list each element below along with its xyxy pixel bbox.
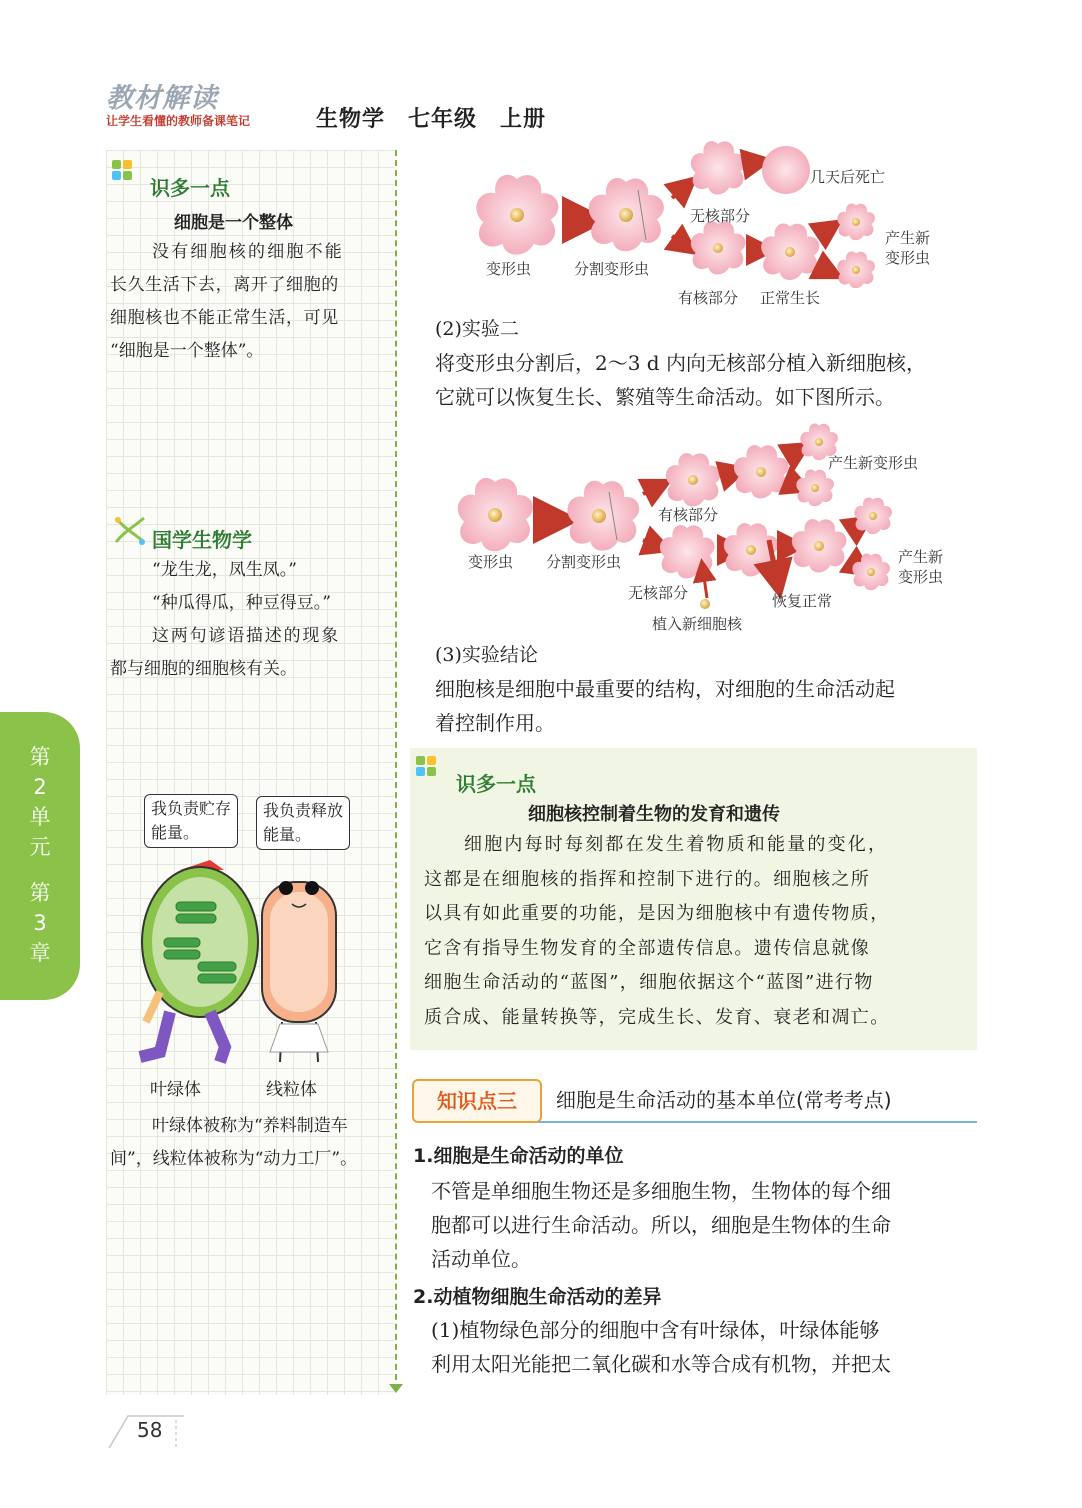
no-nucleus-part bbox=[660, 525, 715, 578]
label-line: 变形虫 bbox=[885, 249, 931, 267]
growing-cell bbox=[734, 445, 789, 498]
d1-label-no-nucleus: 无核部分 bbox=[690, 207, 751, 225]
nucleus-part bbox=[691, 221, 746, 274]
bubble-line: 能量。 bbox=[263, 825, 312, 844]
d2-label-new-amoeba bbox=[898, 547, 943, 587]
caption-line: 间”，线粒体被称为“动力工厂”。 bbox=[110, 1149, 358, 1169]
d1-label-dies: 几天后死亡 bbox=[810, 168, 886, 186]
caption-line: 叶绿体被称为“养料制造车 bbox=[152, 1116, 348, 1136]
item2-body bbox=[431, 1313, 981, 1381]
guoxue-line: “种瓜得瓜，种豆得豆。” bbox=[152, 593, 331, 613]
guoxue-line: 这两句谚语描述的现象 bbox=[152, 626, 340, 646]
tip2-line: 这都是在细胞核的指挥和控制下进行的。细胞核之所 bbox=[424, 868, 871, 890]
tip1-line: “细胞是一个整体”。 bbox=[110, 341, 264, 361]
d1-label-new-amoeba bbox=[885, 228, 930, 268]
new-amoeba bbox=[796, 470, 834, 507]
tab-char: 单 bbox=[29, 805, 51, 829]
knowledge-point-title: 细胞是生命活动的基本单位(常考考点) bbox=[556, 1088, 892, 1112]
brand-logo: 教材解读 bbox=[106, 83, 218, 114]
tip2-heading: 识多一点 bbox=[456, 772, 536, 796]
split-amoeba bbox=[567, 481, 639, 551]
tab-char: 第 bbox=[29, 745, 51, 769]
nucleus-part bbox=[666, 453, 721, 506]
label-line: 产生新 bbox=[898, 548, 944, 566]
chloroplast-speech-bubble bbox=[144, 794, 238, 848]
no-nucleus-part bbox=[691, 141, 746, 194]
label-line: 产生新 bbox=[885, 229, 931, 247]
d1-label-amoeba: 变形虫 bbox=[486, 260, 532, 278]
conclusion-heading: (3)实验结论 bbox=[435, 644, 538, 666]
experiment2-line: 它就可以恢复生长、繁殖等生命活动。如下图所示。 bbox=[435, 385, 895, 409]
knowledge-point-badge: 知识点三 bbox=[412, 1079, 542, 1123]
squares-icon bbox=[112, 160, 142, 190]
amoeba-cell bbox=[458, 478, 533, 551]
tab-char: 章 bbox=[29, 941, 51, 965]
conclusion-line: 着控制作用。 bbox=[435, 711, 555, 735]
experiment2-line: 将变形虫分割后，2～3 d 内向无核部分植入新细胞核， bbox=[435, 351, 926, 375]
item2-heading: 2.动植物细胞生命活动的差异 bbox=[413, 1286, 662, 1308]
bubble-line: 我负责贮存 bbox=[151, 799, 232, 818]
chapter-tab bbox=[0, 712, 80, 1000]
knowledge-point-underline bbox=[538, 1121, 977, 1123]
growing-cell bbox=[792, 519, 847, 572]
d2-label-recover: 恢复正常 bbox=[772, 592, 833, 610]
tip2-title: 细胞核控制着生物的发育和遗传 bbox=[528, 804, 780, 825]
tip2-line: 细胞生命活动的“蓝图”，细胞依据这个“蓝图”进行物 bbox=[424, 972, 874, 993]
item1-line: 不管是单细胞生物还是多细胞生物，生物体的每个细 bbox=[431, 1179, 891, 1203]
page-number: 58 bbox=[137, 1418, 163, 1442]
d2-label-new-amoeba-top: 产生新变形虫 bbox=[828, 454, 919, 472]
book-title: 生物学 七年级 上册 bbox=[316, 106, 547, 132]
conclusion-body bbox=[435, 672, 980, 740]
conclusion-line: 细胞核是细胞中最重要的结构，对细胞的生命活动起 bbox=[435, 677, 895, 701]
tip1-title: 细胞是一个整体 bbox=[174, 213, 293, 233]
item2-line: 利用太阳光能把二氧化碳和水等合成有机物，并把太 bbox=[431, 1352, 891, 1376]
tab-char: 2 bbox=[33, 775, 47, 799]
guoxue-body bbox=[110, 554, 394, 686]
new-amoeba bbox=[852, 554, 890, 591]
experiment2-body bbox=[435, 346, 980, 414]
tip1-body bbox=[110, 236, 394, 368]
item1-line: 活动单位。 bbox=[431, 1247, 531, 1271]
dna-icon bbox=[110, 512, 150, 548]
organelles-cartoon bbox=[120, 852, 370, 1077]
tip1-heading: 识多一点 bbox=[150, 176, 230, 200]
d1-label-split: 分割变形虫 bbox=[574, 260, 650, 278]
item1-heading: 1.细胞是生命活动的单位 bbox=[413, 1145, 624, 1167]
tip1-line: 细胞核也不能正常生活，可见 bbox=[110, 308, 339, 328]
d2-label-split: 分割变形虫 bbox=[546, 553, 622, 571]
tip2-line: 它含有指导生物发育的全部遗传信息。遗传信息就像 bbox=[424, 937, 871, 959]
amoeba-cell bbox=[476, 175, 558, 255]
new-amoeba bbox=[854, 498, 892, 535]
d1-label-with-nucleus: 有核部分 bbox=[678, 289, 739, 307]
tab-char: 元 bbox=[29, 835, 51, 859]
item1-body bbox=[431, 1174, 981, 1276]
chloroplast-label: 叶绿体 bbox=[150, 1080, 201, 1100]
d2-label-implant: 植入新细胞核 bbox=[652, 615, 743, 633]
cartoon-caption bbox=[110, 1110, 394, 1176]
tip2-line: 以具有如此重要的功能，是因为细胞核中有遗传物质， bbox=[424, 903, 890, 924]
d2-label-no-nucleus: 无核部分 bbox=[628, 584, 689, 602]
tip2-line: 质合成、能量转换等，完成生长、发育、衰老和凋亡。 bbox=[424, 1006, 890, 1028]
item1-line: 胞都可以进行生命活动。所以，细胞是生物体的生命 bbox=[431, 1213, 891, 1237]
brand-subtitle: 让学生看懂的教师备课笔记 bbox=[106, 114, 251, 128]
d2-label-with-nucleus: 有核部分 bbox=[658, 506, 719, 524]
label-line: 变形虫 bbox=[898, 568, 944, 586]
guoxue-line: “龙生龙，凤生凤。” bbox=[152, 560, 297, 580]
guoxue-heading: 国学生物学 bbox=[152, 528, 252, 552]
new-amoeba bbox=[837, 204, 875, 241]
item2-line: (1)植物绿色部分的细胞中含有叶绿体，叶绿体能够 bbox=[431, 1318, 880, 1342]
tip2-body bbox=[424, 828, 974, 1035]
tip1-line: 没有细胞核的细胞不能 bbox=[152, 242, 344, 262]
new-nucleus bbox=[700, 599, 710, 609]
sidebar-divider bbox=[395, 150, 397, 1390]
tip1-line: 长久生活下去，离开了细胞的 bbox=[110, 275, 339, 295]
squares-icon bbox=[416, 756, 446, 786]
split-amoeba bbox=[589, 178, 664, 251]
growing-cell bbox=[761, 223, 819, 280]
guoxue-line: 都与细胞的细胞核有关。 bbox=[110, 659, 297, 679]
experiment2-heading: (2)实验二 bbox=[435, 318, 519, 340]
new-amoeba bbox=[837, 252, 875, 289]
tab-char: 3 bbox=[33, 911, 47, 935]
mitochondrion-label: 线粒体 bbox=[266, 1080, 317, 1100]
bubble-line: 我负责释放 bbox=[263, 801, 344, 820]
mitochondrion-speech-bubble bbox=[256, 796, 350, 850]
dead-cell bbox=[762, 146, 810, 194]
divider-arrow-icon bbox=[389, 1384, 403, 1393]
tip2-line: 细胞内每时每刻都在发生着物质和能量的变化， bbox=[464, 834, 889, 855]
d2-label-amoeba: 变形虫 bbox=[468, 553, 514, 571]
tab-char: 第 bbox=[29, 881, 51, 905]
bubble-line: 能量。 bbox=[151, 823, 200, 842]
d1-label-grows: 正常生长 bbox=[760, 289, 821, 307]
